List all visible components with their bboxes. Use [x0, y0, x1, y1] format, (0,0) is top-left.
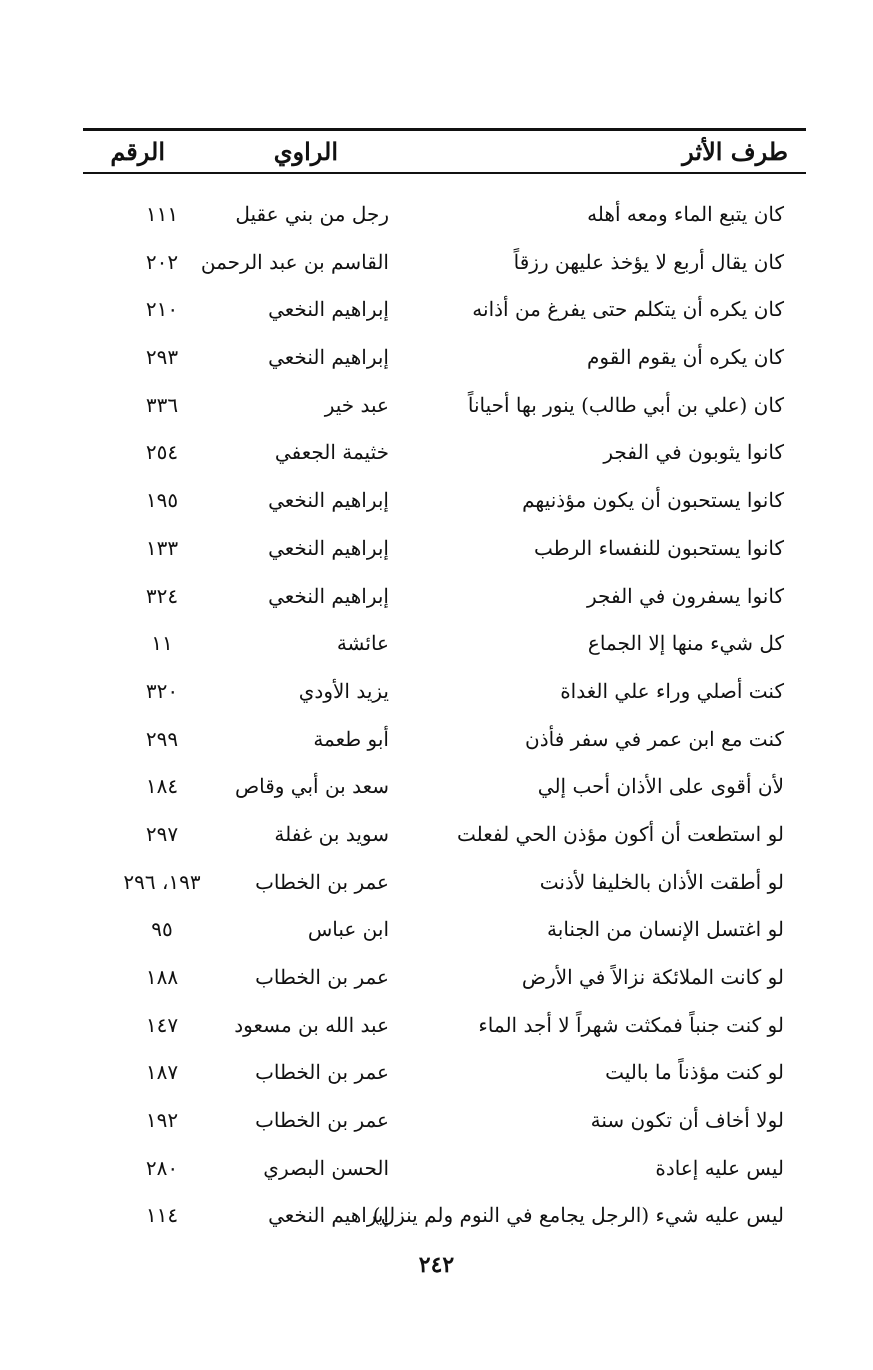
table-row — [83, 428, 806, 476]
header-rawi: الراوي — [273, 137, 338, 166]
rawi-cell: أبو طعمة — [313, 726, 389, 751]
number-cell: ١٩٢ — [145, 1108, 179, 1133]
rawi-cell: عبد الله بن مسعود — [234, 1012, 389, 1037]
table-row — [83, 190, 806, 238]
table-row — [83, 1001, 806, 1049]
number-cell: ٢٩٧ — [145, 821, 179, 846]
header-number: الرقم — [110, 137, 165, 166]
rawi-cell: ابن عباس — [307, 917, 389, 942]
rawi-cell: إبراهيم النخعي — [268, 297, 389, 322]
rawi-cell: إبراهيم النخعي — [268, 1203, 389, 1228]
rawi-cell: عمر بن الخطاب — [255, 869, 389, 894]
athar-cell: لو استطعت أن أكون مؤذن الحي لفعلت — [457, 821, 784, 846]
table-row — [83, 524, 806, 572]
athar-cell: كانوا يسفرون في الفجر — [587, 583, 784, 608]
athar-cell: كنت مع ابن عمر في سفر فأذن — [525, 726, 784, 751]
table-row — [83, 667, 806, 715]
rawi-cell: إبراهيم النخعي — [268, 345, 389, 370]
athar-cell: لو اغتسل الإنسان من الجنابة — [547, 917, 784, 942]
number-cell: ١١٤ — [145, 1203, 179, 1228]
number-cell: ١٤٧ — [145, 1012, 179, 1037]
athar-cell: لأن أقوى على الأذان أحب إلي — [537, 774, 784, 799]
rawi-cell: الحسن البصري — [263, 1155, 389, 1180]
rawi-cell: عمر بن الخطاب — [255, 965, 389, 989]
number-cell: ١٩٥ — [145, 488, 179, 513]
number-cell: ١٩٣، ٢٩٦ — [123, 869, 201, 894]
number-cell: ١٣٣ — [145, 535, 179, 560]
table-row — [83, 333, 806, 381]
number-cell: ٢٠٢ — [145, 249, 179, 274]
table-row — [83, 381, 806, 429]
rawi-cell: إبراهيم النخعي — [268, 583, 389, 608]
rawi-cell: القاسم بن عبد الرحمن — [200, 249, 389, 274]
table-row — [83, 1191, 806, 1239]
page-number: ٢٤٢ — [418, 1252, 455, 1278]
athar-cell: لو أطقت الأذان بالخليفا لأذنت — [539, 869, 784, 894]
number-cell: ١١ — [151, 631, 173, 656]
header-athar: طرف الأثر — [682, 137, 788, 166]
table-row — [83, 810, 806, 858]
number-cell: ١٨٤ — [145, 774, 179, 799]
athar-cell: كانوا يثوبون في الفجر — [603, 440, 784, 465]
athar-cell: كان يكره أن يقوم القوم — [587, 345, 784, 370]
number-cell: ١١١ — [145, 202, 179, 226]
number-cell: ٢١٠ — [145, 297, 179, 322]
athar-cell: لو كنت مؤذناً ما باليت — [605, 1060, 784, 1085]
table-row — [83, 858, 806, 906]
athar-cell: لو كنت جنباً فمكثت شهراً لا أجد الماء — [478, 1012, 784, 1037]
table-row — [83, 285, 806, 333]
athar-cell: كان يتبع الماء ومعه أهله — [587, 202, 784, 226]
rawi-cell: عبد خير — [324, 392, 389, 417]
number-cell: ٢٩٣ — [145, 345, 179, 370]
athar-cell: لو كانت الملائكة نزالاً في الأرض — [521, 965, 784, 989]
rawi-cell: إبراهيم النخعي — [268, 488, 389, 513]
table-row — [83, 238, 806, 286]
table-row — [83, 1096, 806, 1144]
rawi-cell: سويد بن غفلة — [274, 821, 389, 846]
rawi-cell: عمر بن الخطاب — [255, 1108, 389, 1133]
table-row — [83, 1048, 806, 1096]
number-cell: ٩٥ — [151, 917, 173, 942]
athar-cell: كانوا يستحبون للنفساء الرطب — [534, 535, 784, 560]
table-row — [83, 572, 806, 620]
number-cell: ١٨٧ — [145, 1060, 179, 1085]
number-cell: ٣٢٠ — [145, 678, 179, 703]
athar-cell: كان يكره أن يتكلم حتى يفرغ من أذانه — [472, 297, 784, 322]
number-cell: ٢٩٩ — [145, 726, 179, 751]
rawi-cell: عمر بن الخطاب — [255, 1060, 389, 1085]
athar-cell: ليس عليه شيء (الرجل يجامع في النوم ولم ينزل) — [372, 1203, 784, 1228]
athar-cell: كان (علي بن أبي طالب) ينور بها أحياناً — [467, 392, 784, 417]
athar-cell: ليس عليه إعادة — [655, 1155, 784, 1180]
number-cell: ٢٥٤ — [145, 440, 179, 465]
table-row — [83, 476, 806, 524]
number-cell: ١٨٨ — [145, 965, 179, 989]
table-row — [83, 905, 806, 953]
athar-cell: لولا أخاف أن تكون سنة — [590, 1108, 784, 1133]
table-header — [83, 131, 806, 172]
table-row — [83, 715, 806, 763]
header-bottom-rule — [83, 172, 806, 174]
athar-cell: كنت أصلي وراء علي الغداة — [560, 678, 784, 703]
index-table-body — [83, 190, 806, 1239]
table-row — [83, 1144, 806, 1192]
rawi-cell: خثيمة الجعفي — [274, 440, 389, 465]
table-row — [83, 953, 806, 1001]
number-cell: ٣٣٦ — [145, 392, 179, 417]
rawi-cell: رجل من بني عقيل — [235, 202, 389, 226]
rawi-cell: يزيد الأودي — [298, 678, 389, 703]
athar-cell: كانوا يستحبون أن يكون مؤذنيهم — [522, 488, 784, 513]
rawi-cell: سعد بن أبي وقاص — [234, 774, 389, 799]
rawi-cell: إبراهيم النخعي — [268, 535, 389, 560]
table-row — [83, 619, 806, 667]
athar-cell: كل شيء منها إلا الجماع — [587, 631, 784, 656]
athar-cell: كان يقال أربع لا يؤخذ عليهن رزقاً — [513, 249, 784, 274]
number-cell: ٣٢٤ — [145, 583, 179, 608]
table-row — [83, 762, 806, 810]
number-cell: ٢٨٠ — [145, 1155, 179, 1180]
rawi-cell: عائشة — [336, 631, 389, 656]
